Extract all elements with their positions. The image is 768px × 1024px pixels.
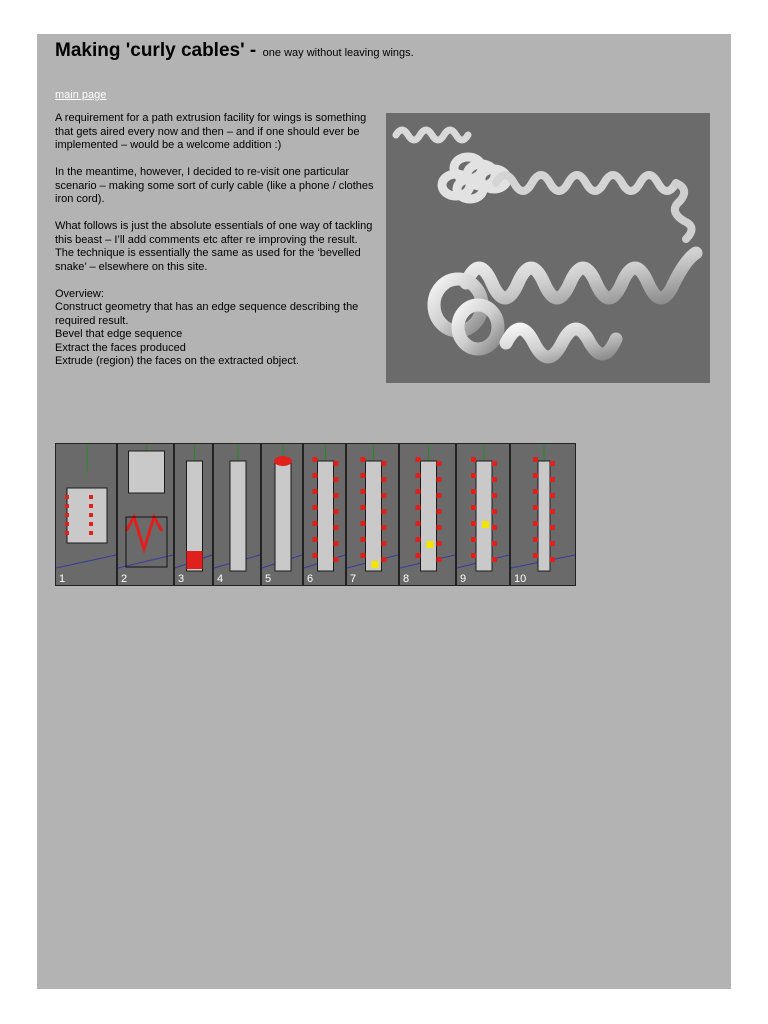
step-panel-1 xyxy=(56,444,116,585)
step-panel-6 xyxy=(304,444,345,585)
step-panel-number: 4 xyxy=(217,573,224,585)
step-panel-10 xyxy=(511,444,575,585)
overview-heading: Overview: xyxy=(55,287,104,300)
page-title xyxy=(55,40,414,62)
intro-text xyxy=(55,112,375,369)
step-panel-2 xyxy=(118,444,173,585)
title-main: Making 'curly cables' - xyxy=(55,40,257,61)
step-panel-4 xyxy=(214,444,260,585)
step-panel-5 xyxy=(262,444,302,585)
curly-cable-image xyxy=(386,113,710,383)
step-panel-number: 7 xyxy=(350,573,357,585)
overview-step-3: Extract the faces produced xyxy=(55,341,186,354)
step-panel-9 xyxy=(457,444,509,585)
step-panel-number: 10 xyxy=(514,573,527,585)
title-subtitle: one way without leaving wings. xyxy=(262,47,414,59)
overview-step-1: Construct geometry that has an edge sequence describing the required result. xyxy=(55,301,359,327)
step-panel-3 xyxy=(175,444,212,585)
curly-cable-render xyxy=(386,113,710,383)
step-panel-8 xyxy=(400,444,455,585)
page-panel xyxy=(37,34,731,989)
step-panel-number: 3 xyxy=(178,573,185,585)
intro-paragraph-2: In the meantime, however, I decided to re-visit one particular scenario – making some sort of curly cable (like a phone / clothes iron cord). xyxy=(55,166,374,205)
overview-step-2: Bevel that edge sequence xyxy=(55,328,183,340)
step-panel-number: 6 xyxy=(307,573,314,585)
step-panel-7 xyxy=(347,444,398,585)
step-panel-number: 8 xyxy=(403,573,410,585)
steps-image-strip xyxy=(55,443,576,586)
step-panel-number: 1 xyxy=(59,573,66,585)
intro-paragraph-1: A requirement for a path extrusion facility for wings is something that gets aired every now and then – and if one should ever be implemented – would be a welcome addition :) xyxy=(55,112,367,151)
overview-step-4: Extrude (region) the faces on the extracted object. xyxy=(55,355,299,367)
main-page-link[interactable]: main page xyxy=(55,89,107,101)
step-panel-number: 5 xyxy=(265,573,272,585)
step-panel-number: 9 xyxy=(460,573,467,585)
step-panel-number: 2 xyxy=(121,573,128,585)
overview-section xyxy=(55,288,375,369)
steps-strip-svg xyxy=(55,443,576,586)
intro-paragraph-3: What follows is just the absolute essentials of one way of tackling this beast – I’ll add comments etc after re improving the result. The technique is essentially the same as used for the ‘bevelled snake’ – elsewhere on this site. xyxy=(55,220,373,273)
